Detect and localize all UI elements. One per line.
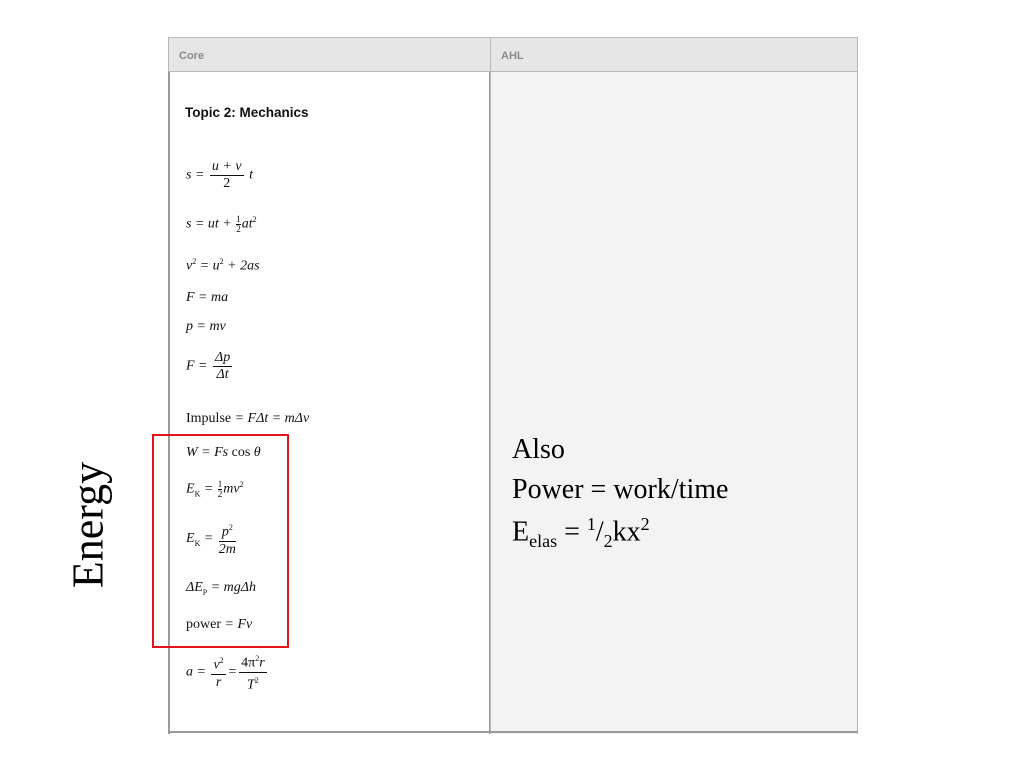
formula-kinetic-energy: $E_K$ = $\frac{1}{2}$ $mv^2$ xyxy=(186,479,244,499)
note-power-work-time: Power = work/time xyxy=(512,474,729,505)
ahl-column xyxy=(490,72,858,734)
note-also: Also xyxy=(512,434,565,465)
topic-title: Topic 2: Mechanics xyxy=(185,105,309,120)
energy-highlight-box xyxy=(152,434,289,648)
energy-side-label xyxy=(58,430,118,620)
formula-work: W = Fs cos θ xyxy=(186,445,261,460)
formula-power: power = Fv xyxy=(186,617,253,632)
formula-displacement-average: s = $\frac{u + v}{2}$ t xyxy=(186,159,253,191)
formula-kinetic-energy-momentum: $E_K$ = $\frac{p^2}{2m}$ xyxy=(186,520,238,558)
formula-velocity-squared: $v^2 = u^2 + 2as$ xyxy=(186,257,260,274)
formula-momentum: p = mv xyxy=(186,319,226,334)
formula-displacement-acceleration: s = ut + $\frac{1}{2}$ $at^2$ xyxy=(186,214,257,234)
formula-force-momentum-change: F = $\frac{\Delta p}{\Delta t}$ xyxy=(186,350,231,382)
table-bottom-border xyxy=(168,731,858,733)
note-elastic-energy: $E_{elas} = ^1/_2kx^2$ xyxy=(512,514,650,551)
column-header-core: Core xyxy=(168,37,491,72)
formula-centripetal-acceleration: a = $\frac{v^2}{r}$ = $\frac{4\pi^2r}{T^2}$ xyxy=(186,651,269,693)
energy-label-text: Energy xyxy=(63,461,113,589)
formula-impulse: Impulse = FΔt = mΔv xyxy=(186,411,310,426)
formula-potential-energy: $\Delta E_P = mg\Delta h$ xyxy=(186,580,257,597)
formula-newton-second-law: F = ma xyxy=(186,290,229,305)
column-header-ahl: AHL xyxy=(490,37,858,72)
